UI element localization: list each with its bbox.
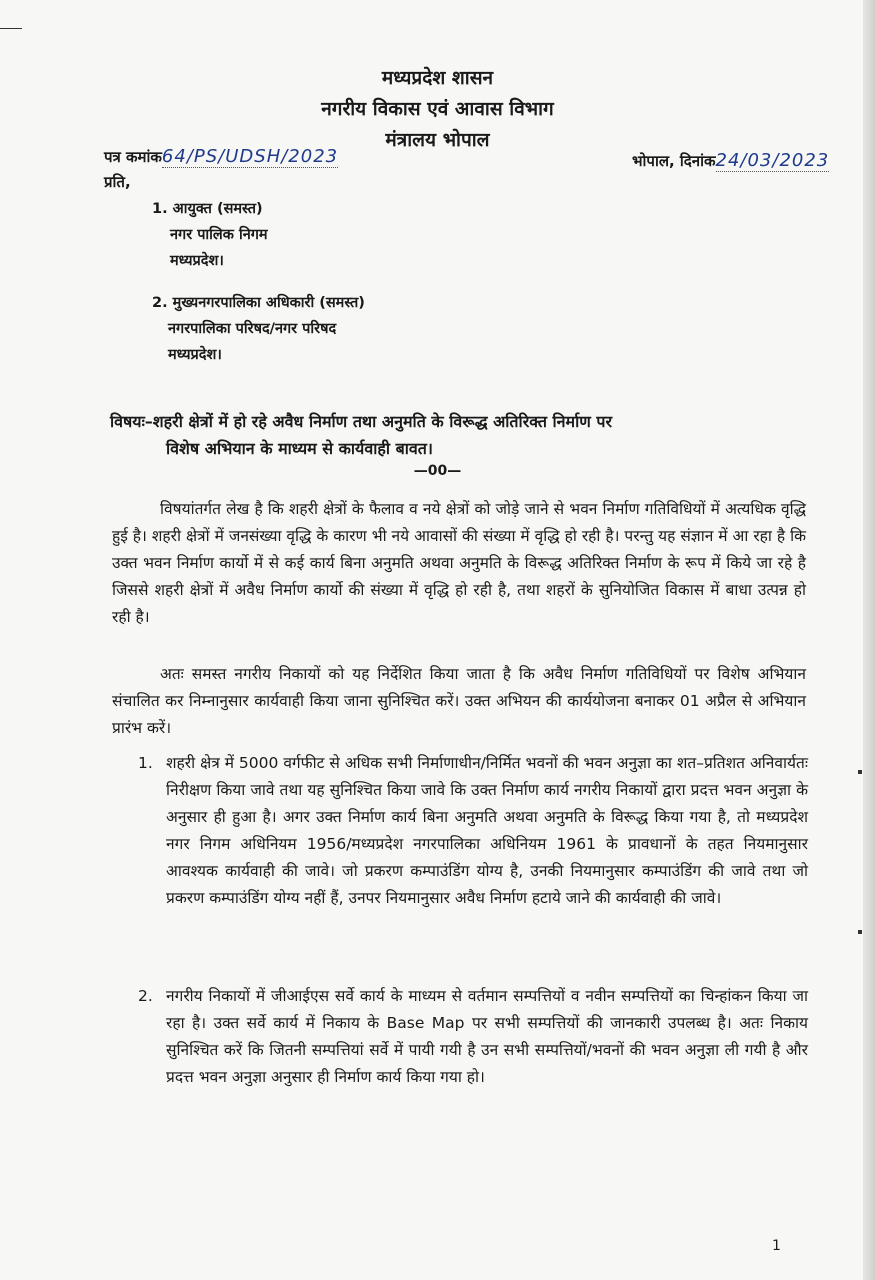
recipient-block [152,290,365,368]
recipient-state: मध्यप्रदेश। [170,253,224,269]
page-edge-shadow [863,0,875,1280]
list-item-text: नगरीय निकायों में जीआईएस सर्वे कार्य के माध्यम से वर्तमान सम्पत्तियों व नवीन सम्पत्तियों का चिन्हांकन किया जा रहा है। उक्त सर्वे कार्य में निकाय के Base Map पर सभी सम्पत्तियों की जानकारी उपलब्ध है। अतः निकाय सुनिश्चित करें कि जितनी सम्पत्तियां सर्वे में पायी गयी है उन सभी सम्पत्तियों/भवनों की भवन अनुज्ञा ली गयी है और प्रदत्त भवन अनुज्ञा अनुसार ही निर्माण कार्य किया गया हो। [166,987,808,1086]
date-label: भोपाल, दिनांक [632,152,716,170]
recipient-title: 2. मुख्यनगरपालिका अधिकारी (समस्त) [152,295,365,311]
recipient-block [152,196,268,274]
recipient-title: 1. आयुक्त (समस्त) [152,201,263,217]
header-department: नगरीय विकास एवं आवास विभाग [321,98,554,120]
separator: —00— [413,463,462,479]
list-item [138,750,808,912]
list-item-number: 2. [138,987,153,1005]
reference-value: 64/PS/UDSH/2023 [161,146,339,167]
list-item-number: 1. [138,754,153,772]
recipient-office: नगरपालिका परिषद/नगर परिषद [168,321,337,337]
reference-label: पत्र कमांक [104,148,162,166]
recipient-office: नगर पालिक निगम [170,227,268,243]
subject [110,408,810,462]
to-label: प्रति, [104,173,131,191]
header-ministry: मंत्रालय भोपाल [385,129,490,151]
letter-date [632,150,829,171]
edge-mark [858,930,862,934]
reference-number [104,146,338,167]
header-government: मध्यप्रदेश शासन [381,67,494,89]
edge-mark [0,28,22,29]
list-item [138,983,808,1091]
page-number: 1 [772,1238,781,1254]
date-value: 24/03/2023 [715,150,830,171]
subject-line2: विशेष अभियान के माध्यम से कार्यवाही बावत। [166,439,433,458]
recipient-state: मध्यप्रदेश। [168,347,222,363]
subject-line1: विषयः–शहरी क्षेत्रों में हो रहे अवैध निर्माण तथा अनुमति के विरूद्ध अतिरिक्त निर्माण पर [110,412,613,431]
body-paragraph: अतः समस्त नगरीय निकायों को यह निर्देशित किया जाता है कि अवैध निर्माण गतिविधियों पर विशेष अभियान संचालित कर निम्नानुसार कार्यवाही किया जाना सुनिश्चित करें। उक्त अभियन की कार्ययोजना बनाकर 01 अप्रैल से अभियान प्रारंभ करें। [112,665,806,737]
edge-mark [858,770,862,774]
body-paragraph: विषयांतर्गत लेख है कि शहरी क्षेत्रों के फैलाव व नये क्षेत्रों को जोड़े जाने से भवन निर्माण गतिविधियों में अत्यधिक वृद्धि हुई है। शहरी क्षेत्रों में जनसंख्या वृद्धि के कारण भी नये आवासों की संख्या में वृद्धि हो रही है। परन्तु यह संज्ञान में आ रहा है कि उक्त भवन निर्माण कार्यो में से कई कार्य बिना अनुमति अथवा अनुमति के विरूद्ध अतिरिक्त निर्माण के रूप में किये जा रहे है जिससे शहरी क्षेत्रों में अवैध निर्माण कार्यो की संख्या में वृद्धि हो रही है, तथा शहरों के सुनियोजित विकास में बाधा उत्पन्न हो रही है। [112,500,807,626]
list-item-text: शहरी क्षेत्र में 5000 वर्गफीट से अधिक सभी निर्माणाधीन/निर्मित भवनों की भवन अनुज्ञा का शत–प्रतिशत अनिवार्यतः निरीक्षण किया जावे तथा यह सुनिश्चित किया जावे कि उक्त निर्माण कार्य नगरीय निकायों द्वारा प्रदत्त भवन अनुज्ञा के अनुसार ही हुआ है। अगर उक्त निर्माण कार्य बिना अनुमति अथवा अनुमति के विरूद्ध किया गया है, तो मध्यप्रदेश नगर निगम अधिनियम 1956/मध्यप्रदेश नगरपालिका अधिनियम 1961 के प्रावधानों के तहत नियमानुसार आवश्यक कार्यवाही की जावे। जो प्रकरण कम्पाउंडिंग योग्य है, उनकी नियमानुसार कम्पाउंडिंग की जावे तथा जो प्रकरण कम्पाउंडिंग योग्य नहीं हैं, उनपर नियमानुसार अवैध निर्माण हटाये जाने की कार्यवाही की जावे। [166,754,808,907]
